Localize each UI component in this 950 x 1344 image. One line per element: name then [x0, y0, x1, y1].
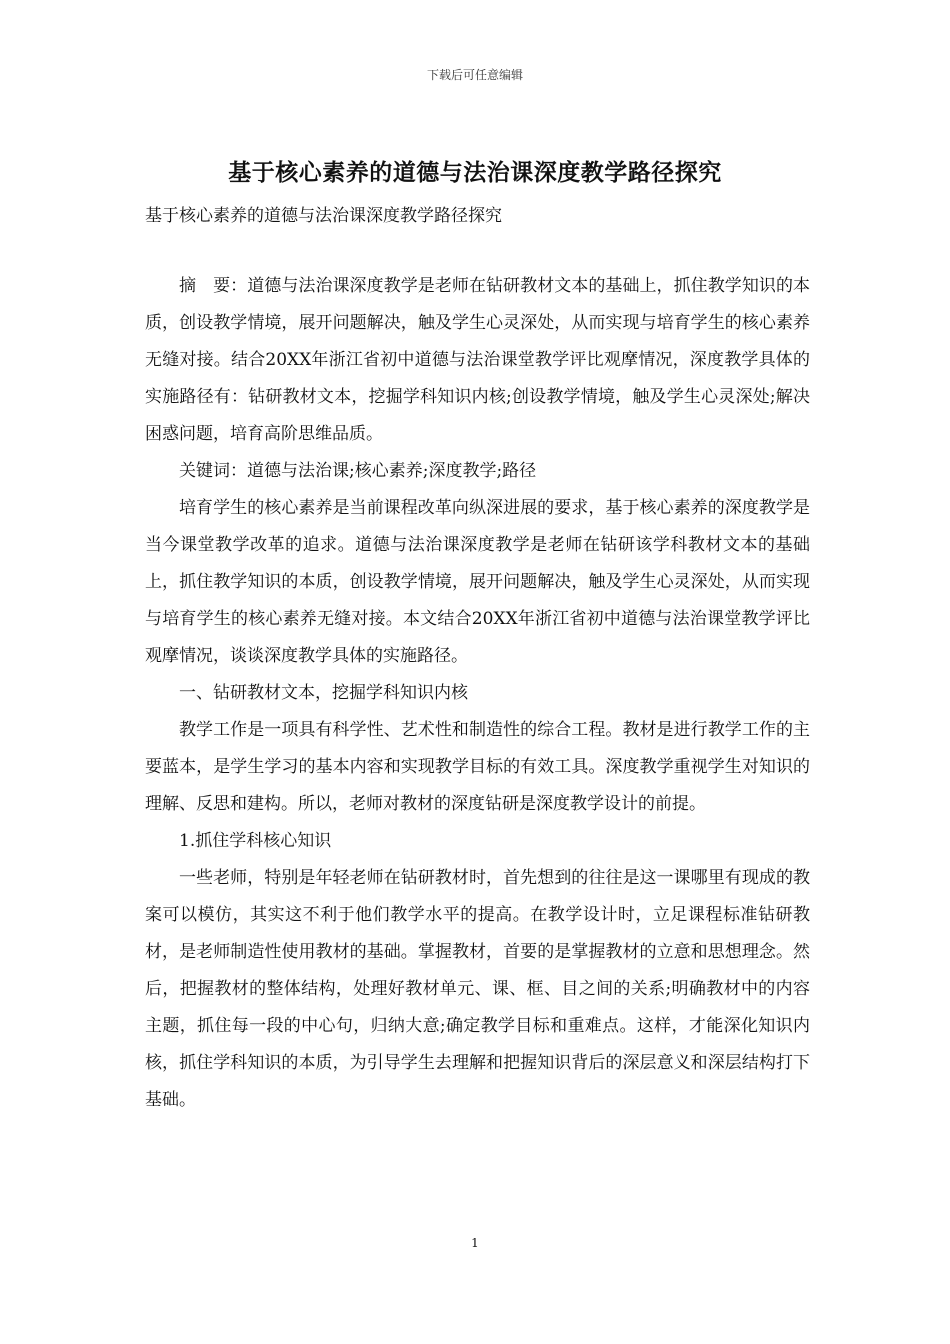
- document-body: [145, 268, 810, 1119]
- section-paragraph: 教学工作是一项具有科学性、艺术性和制造性的综合工程。教材是进行教学工作的主要蓝本，是学生学习的基本内容和实现教学目标的有效工具。深度教学重视学生对知识的理解、反思和建构。所以，老师对教材的深度钻研是深度教学设计的前提。: [145, 720, 810, 814]
- document-title: 基于核心素养的道德与法治课深度教学路径探究: [228, 159, 722, 186]
- intro-paragraph: 培育学生的核心素养是当前课程改革向纵深进展的要求，基于核心素养的深度教学是当今课堂教学改革的追求。道德与法治课深度教学是老师在钻研该学科教材文本的基础上，抓住教学知识的本质，创设教学情境，展开问题解决，触及学生心灵深处，从而实现与培育学生的核心素养无缝对接。本文结合20XX年浙江省初中道德与法治课堂教学评比观摩情况，谈谈深度教学具体的实施路径。: [145, 498, 810, 666]
- keywords-paragraph: 关键词：道德与法治课;核心素养;深度教学;路径: [179, 461, 537, 481]
- subsection-paragraph: 一些老师，特别是年轻老师在钻研教材时，首先想到的往往是这一课哪里有现成的教案可以模仿，其实这不利于他们教学水平的提高。在教学设计时，立足课程标准钻研教材，是老师制造性使用教材的基础。掌握教材，首要的是掌握教材的立意和思想理念。然后，把握教材的整体结构，处理好教材单元、课、框、目之间的关系;明确教材中的内容主题，抓住每一段的中心句，归纳大意;确定教学目标和重难点。这样，才能深化知识内核，抓住学科知识的本质，为引导学生去理解和把握知识背后的深层意义和深层结构打下基础。: [145, 868, 810, 1110]
- header-note: 下载后可任意编辑: [426, 68, 523, 82]
- abstract-paragraph: 摘 要：道德与法治课深度教学是老师在钻研教材文本的基础上，抓住教学知识的本质，创设教学情境，展开问题解决，触及学生心灵深处，从而实现与培育学生的核心素养无缝对接。结合20XX年浙江省初中道德与法治课堂教学评比观摩情况，深度教学具体的实施路径有：钻研教材文本，挖掘学科知识内核;创设教学情境，触及学生心灵深处;解决困惑问题，培育高阶思维品质。: [145, 276, 810, 444]
- subsection-heading: 1.抓住学科核心知识: [179, 831, 332, 851]
- section-heading: 一、钻研教材文本，挖掘学科知识内核: [179, 683, 468, 703]
- page-number: 1: [471, 1236, 479, 1250]
- document-subtitle: 基于核心素养的道德与法治课深度教学路径探究: [145, 206, 502, 226]
